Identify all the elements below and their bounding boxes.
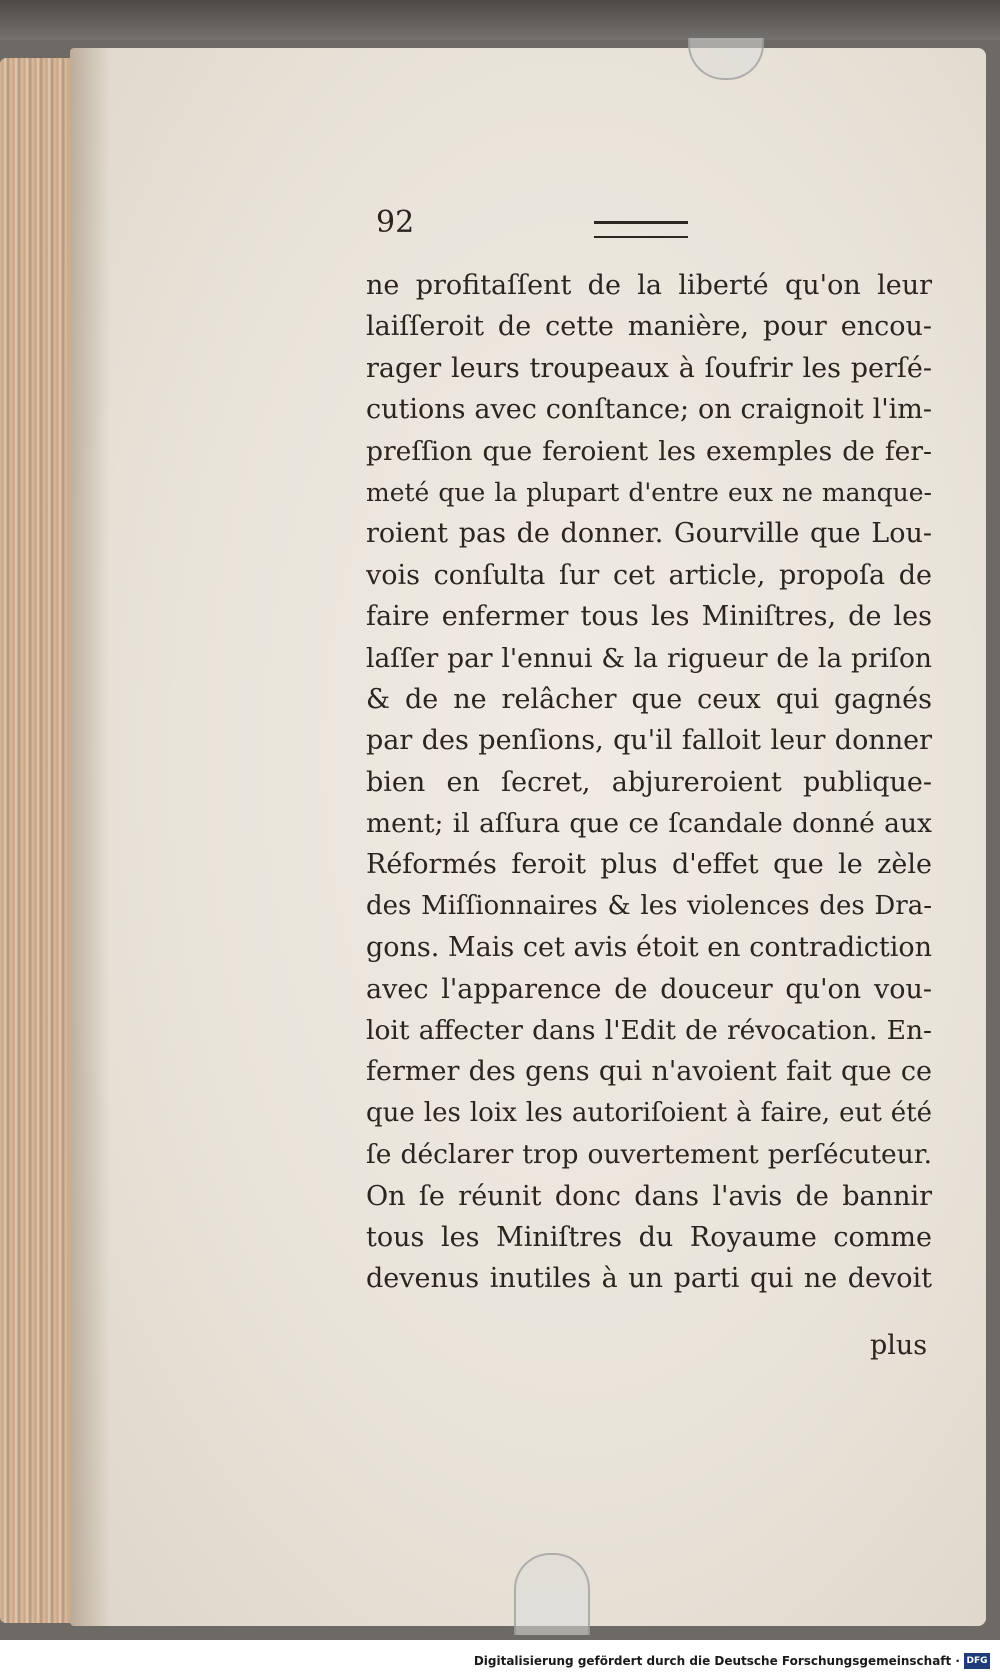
text-line: ne profitaſſent de la liberté qu'on leur xyxy=(366,270,932,301)
text-line: rager leurs troupeaux à ſoufrir les perſé- xyxy=(366,352,932,384)
text-line: par des penſions, qu'il falloit leur donner xyxy=(366,725,932,757)
text-line: devenus inutiles à un parti qui ne devoit xyxy=(366,1263,932,1295)
text-line: laiſſeroit de cette manière, pour encou- xyxy=(366,311,932,343)
text-line: tous les Miniſtres du Royaume comme xyxy=(366,1221,932,1253)
text-line: & de ne relâcher que ceux qui gagnés xyxy=(366,683,932,715)
text-line: que les loix les autoriſoient à faire, eut été xyxy=(366,1097,932,1128)
dfg-logo-icon: DFG xyxy=(964,1653,990,1669)
text-line: ſe déclarer trop ouvertement perſécuteur. xyxy=(366,1139,932,1171)
text-line: ment; il aſſura que ce ſcandale donné aux xyxy=(366,808,932,840)
text-line: loit affecter dans l'Edit de révocation. En- xyxy=(366,1015,932,1047)
text-line: roient pas de donner. Gourville que Lou- xyxy=(366,518,932,550)
gutter-shadow xyxy=(70,48,110,1626)
text-line: meté que la plupart d'entre eux ne manque- xyxy=(366,477,932,507)
text-line: On ſe réunit donc dans l'avis de bannir xyxy=(366,1180,932,1212)
page-number: 92 xyxy=(376,205,415,240)
bottom-clip-icon xyxy=(514,1553,590,1635)
text-line: faire enfermer tous les Miniſtres, de les xyxy=(366,601,932,633)
body-text xyxy=(366,265,932,1300)
text-line: bien en ſecret, abjureroient publique- xyxy=(366,766,932,798)
scanner-background xyxy=(0,0,1000,42)
text-line: vois conſulta ſur cet article, propoſa de xyxy=(366,559,932,591)
text-line: fermer des gens qui n'avoient fait que ce xyxy=(366,1056,932,1088)
text-line: cutions avec conſtance; on craignoit l'im- xyxy=(366,394,932,426)
header-ornament-rule xyxy=(594,221,688,238)
text-line: Réformés feroit plus d'effet que le zèle xyxy=(366,849,932,881)
page-header xyxy=(376,205,716,245)
text-line: laſſer par l'ennui & la rigueur de la priſon xyxy=(366,642,932,674)
text-line: gons. Mais cet avis étoit en contradiction xyxy=(366,932,932,964)
digitization-credit: Digitalisierung gefördert durch die Deutsche Forschungsgemeinschaft · xyxy=(473,1654,960,1668)
text-line: avec l'apparence de douceur qu'on vou- xyxy=(366,973,932,1005)
catchword: plus xyxy=(870,1330,928,1361)
text-line: des Miſſionnaires & les violences des Dra- xyxy=(366,890,932,921)
text-line: preſſion que feroient les exemples de fer- xyxy=(366,435,932,467)
